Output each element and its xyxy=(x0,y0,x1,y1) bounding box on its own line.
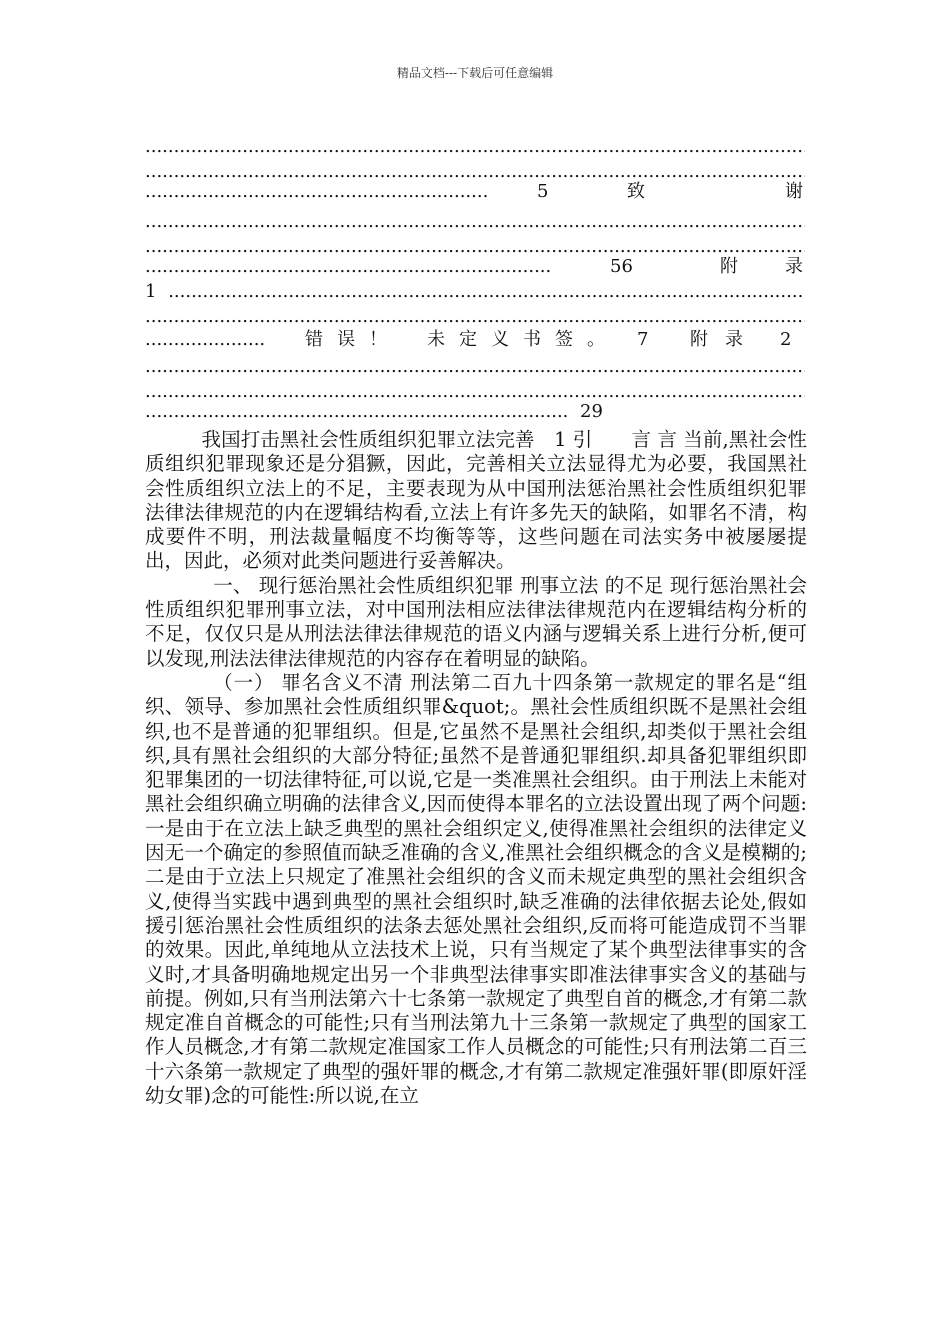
toc-title-char: 义 xyxy=(491,329,509,350)
toc-entry-appendix-1[interactable] xyxy=(145,255,805,281)
toc-title-char: 。 xyxy=(587,329,605,350)
toc-title-char: 未 xyxy=(427,329,445,350)
body-text xyxy=(145,428,807,1108)
paragraph: 我国打击黑社会性质组织犯罪立法完善 1 引 言 言 当前,黑社会性质组织犯罪现象还是分猖獗，因此，完善相关立法显得尤为必要，我国黑社会性质组织立法上的不足，主要表现为从中国刑法惩治黑社会性质组织犯罪法律法律规范的内在逻辑结构看,立法上有许多先天的缺陷，如罪名不清，构成要件不明，刑法裁量幅度不均衡等等，这些问题在司法实务中被屡屡提出，因此，必须对此类问题进行妥善解决。 xyxy=(145,428,807,573)
toc-page-number: 56 xyxy=(610,256,633,277)
toc-title-char: 附 xyxy=(690,329,708,350)
toc-title-char: 录 xyxy=(725,329,743,350)
paragraph: （一） 罪名含义不清 刑法第二百九十四条第一款规定的罪名是“组织、领导、参加黑社会性质组织罪&quot;。黑社会性质组织既不是黑社会组织,也不是普通的犯罪组织。但是,它虽然不是黑社会组织,却类似于黑社会组织,具有黑社会组织的大部分特征;虽然不是普通犯罪组织.却具备犯罪组织即犯罪集团的一切法律特征,可以说,它是一类准黑社会组织。由于刑法上未能对黑社会组织确立明确的法律含义,因而使得本罪名的立法设置出现了两个问题:一是由于在立法上缺乏典型的黑社会组织定义,使得准黑社会组织的法律定义因无一个确定的参照值而缺乏准确的含义,准黑社会组织概念的含义是模糊的;二是由于立法上只规定了准黑社会组织的含义而未规定典型的黑社会组织含义,使得当实践中遇到典型的黑社会组织时,缺乏准确的法律依据去论处,假如援引惩治黑社会性质组织的法条去惩处黑社会组织,反而将可能造成罚不当罪的效果。因此,单纯地从立法技术上说，只有当规定了某个典型法律事实的含义时,才具备明确地规定出另一个非典型法律事实即准法律事实含义的基础与前提。例如,只有当刑法第六十七条第一款规定了典型自首的概念,才有第二款规定准自首概念的可能性;只有当刑法第九十三条第一款规定了典型的国家工作人员概念,才有第二款规定准国家工作人员概念的可能性;只有刑法第二百三十六条第一款规定了典型的强奸罪的概念,才有第二款规定准强奸罪(即原奸淫幼女罪)念的可能性:所以说,在立 xyxy=(145,670,807,1108)
toc-leader-line xyxy=(145,210,805,236)
toc-page-number: 7 xyxy=(637,329,649,350)
toc-leader-line xyxy=(145,355,805,381)
toc-entry-acknowledgements[interactable] xyxy=(145,180,805,206)
toc-title-char: 录 xyxy=(785,256,803,277)
toc-title-char: 误 xyxy=(337,329,355,350)
toc-title-char: 书 xyxy=(523,329,541,350)
toc-title-char: 谢 xyxy=(785,181,803,202)
toc-entry-appendix-1-cont xyxy=(145,280,805,306)
toc-leader-line xyxy=(145,135,805,161)
paragraph: 一、 现行惩治黑社会性质组织犯罪 刑事立法 的不足 现行惩治黑社会性质组织犯罪刑事立法，对中国刑法相应法律法律规范内在逻辑结构分析的不足，仅仅只是从刑法法律法律规范的语义内涵与逻辑关系上进行分析,便可以发现,刑法法律法律规范的内容存在着明显的缺陷。 xyxy=(145,573,807,670)
toc-leader xyxy=(145,400,570,424)
toc-entry-error[interactable] xyxy=(145,328,805,354)
page-header: 精品文档---下载后可任意编辑 xyxy=(396,66,554,80)
toc-title-char: 附 xyxy=(720,256,738,277)
toc-title-char: 2 xyxy=(780,329,792,350)
toc-leader xyxy=(168,280,805,304)
toc-title-char: 签 xyxy=(555,329,573,350)
toc-leader xyxy=(145,180,490,204)
toc-leader xyxy=(145,255,550,279)
toc-title-char: 错 xyxy=(305,329,323,350)
toc-page-number: 29 xyxy=(580,401,603,422)
toc-title-char: 致 xyxy=(627,181,645,202)
toc-page-number: 5 xyxy=(537,181,549,202)
toc-prefix: 1 xyxy=(145,281,157,302)
toc-title-char: ！ xyxy=(369,329,387,350)
toc-entry-page-29[interactable] xyxy=(145,400,805,426)
toc-leader xyxy=(145,328,265,352)
toc-title-char: 定 xyxy=(459,329,477,350)
